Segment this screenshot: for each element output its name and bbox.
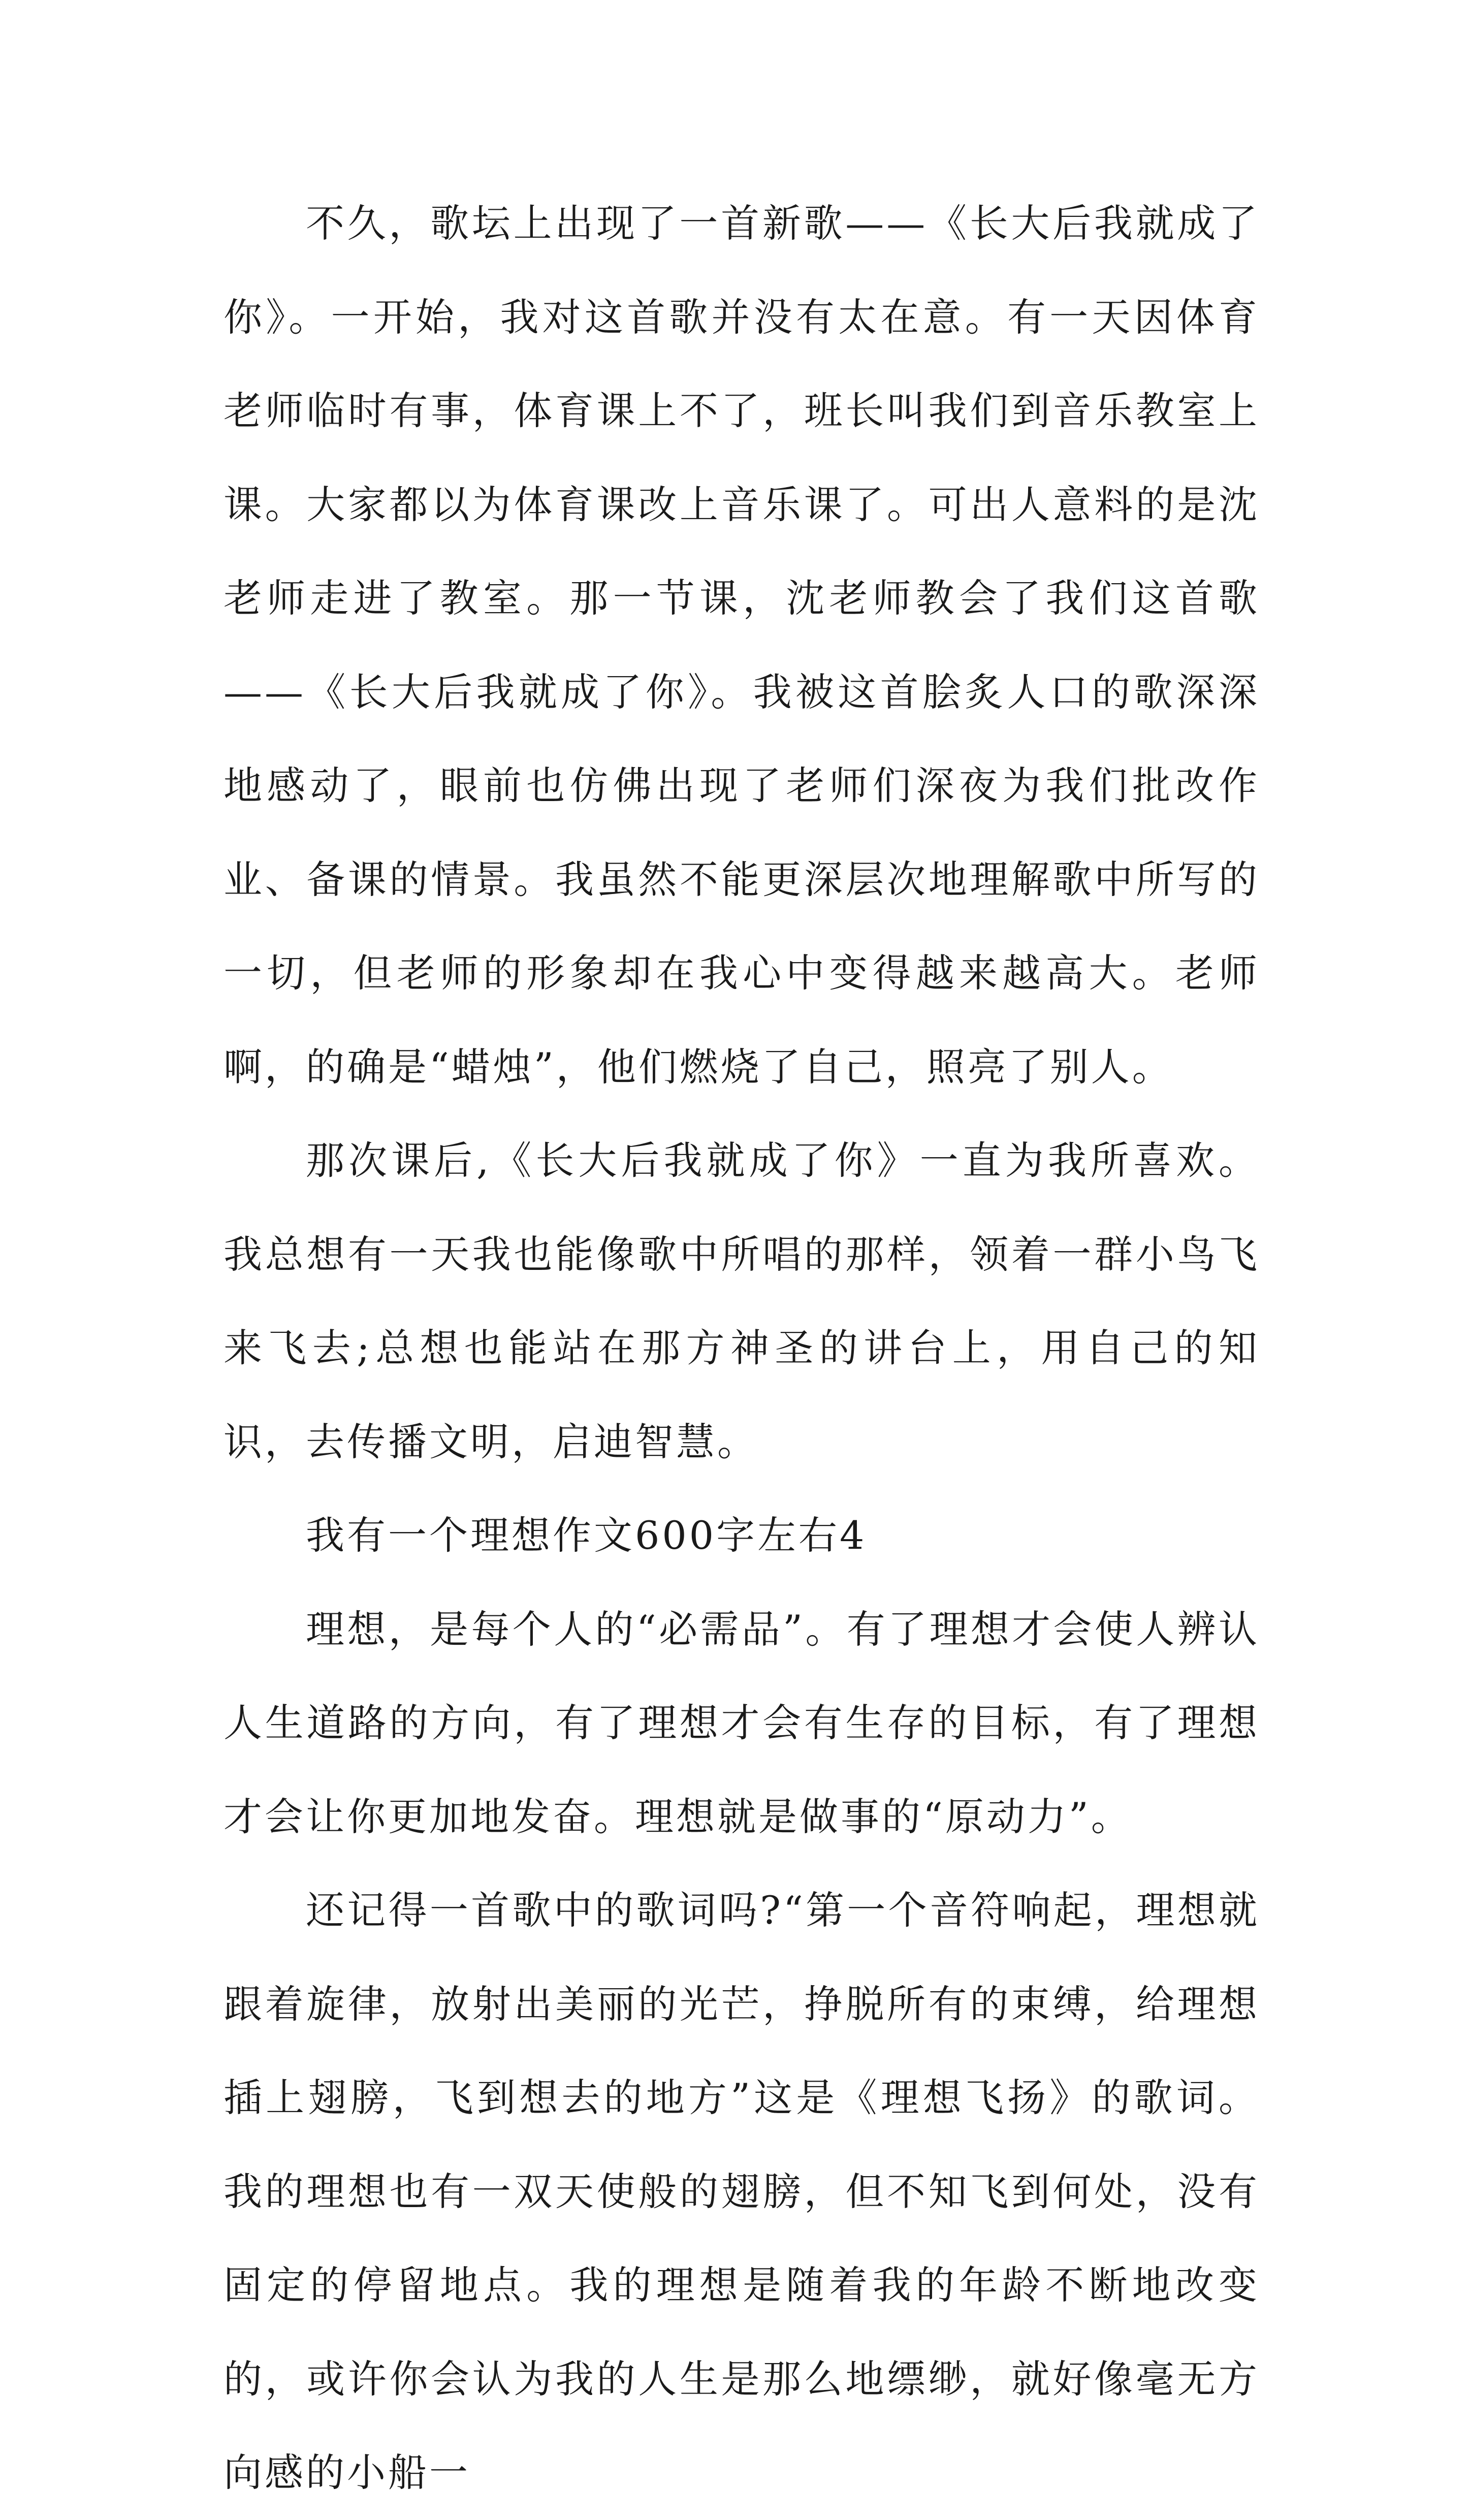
paragraph-4: 还记得一首歌中的歌词吗?“第一个音符响起，理想就跟着旋律，放射出美丽的光芒，挣脱所有的束缚，给理想插上翅膀，飞到想去的地方”这是《理想飞扬》的歌词。我的理想也有一双天使般的翅膀，但不知飞到何处，没有固定的停留地点。我的理想是随着我的年龄不断地改变的，或许你会认为我的人生是那么地缥缈，就好像毫无方向感的小船一 — [223, 1888, 1260, 2495]
paragraph-1: 不久，歌坛上出现了一首新歌——《长大后我就成了你》。一开始，我对这首歌并没有太在意。有一天因体育老师临时有事，体育课上不了，班长叫我们到音乐教室上课。大家都以为体育课改上音乐课了。可出人意料的是沈老师走进了教室。那一节课，沈老师教会了我们这首歌——《长大后我就成了你》。我被这首脍炙人口的歌深深地感动了，眼前也仿佛出现了老师们深夜为我们批改作业、备课的情景。我虽然不能更深层次地理解歌中所写的一切，但老师的形象却在我心中变得越来越高大。老师啊，的确是“蜡烛”，他们燃烧了自己，照亮了别人。 — [223, 201, 1260, 1090]
paragraph-3: 理想，是每个人的“必需品”。有了理想才会使人辨认人生道路的方向，有了理想才会有生存的目标，有了理想才会让你更加地发奋。理想就是做事的“原动力”。 — [223, 1606, 1260, 1839]
paragraph-2: 那次课后,《长大后我就成了你》一直为我所喜欢。我总想有一天我也能像歌中所唱的那样，领着一群小鸟飞来飞去;总想也能站在那方神圣的讲台上，用自己的知识，去传播文明，启迪智慧。 — [223, 1138, 1260, 1464]
document-body — [223, 177, 1260, 2520]
essay-heading: 我有一个理想作文600字左右4 — [306, 1513, 867, 1558]
